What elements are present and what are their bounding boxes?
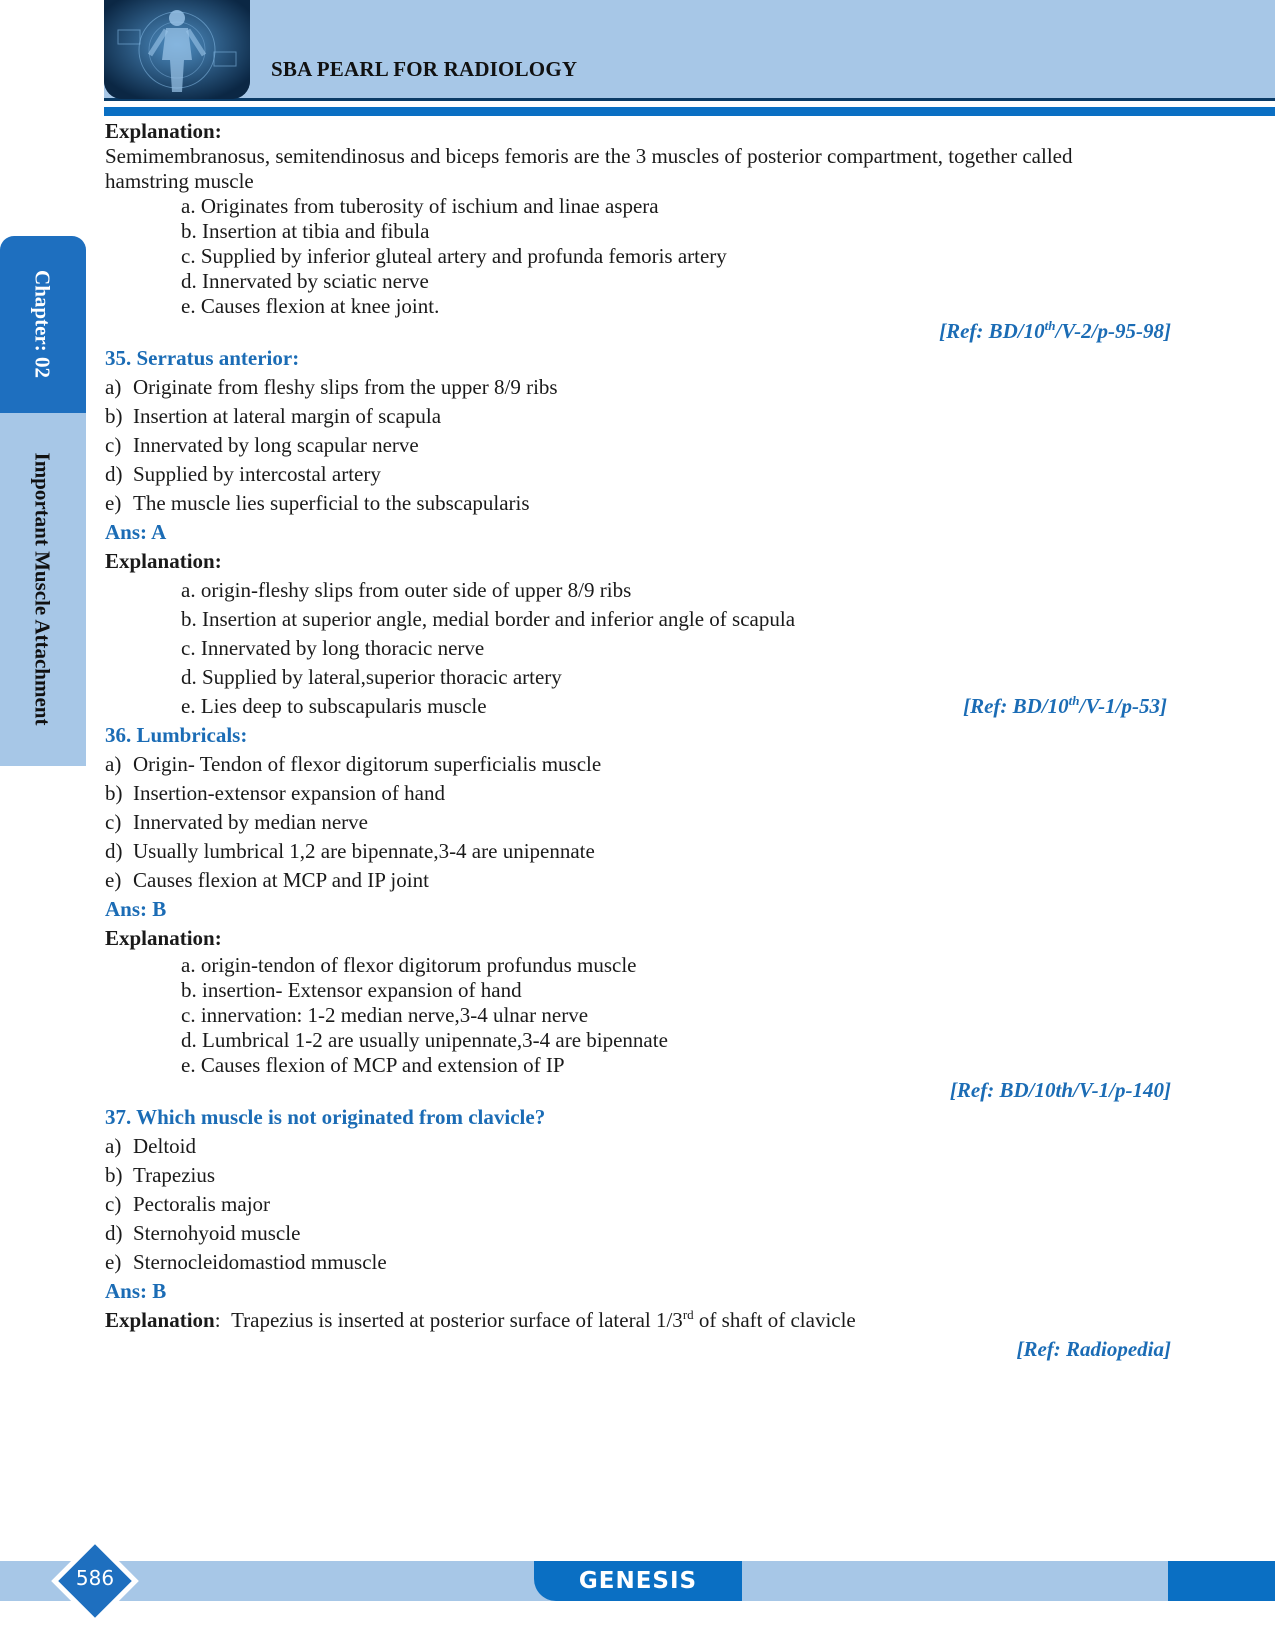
- page-number: 586: [75, 1566, 115, 1590]
- option-text: Deltoid: [133, 1134, 196, 1158]
- option-letter: c): [105, 1192, 122, 1216]
- reference-text: [Ref: BD/10: [939, 319, 1045, 343]
- question-option: [105, 402, 1175, 431]
- explanation-point: c. Supplied by inferior gluteal artery and profunda femoris artery: [181, 244, 727, 268]
- question-option: [105, 1219, 1175, 1248]
- reference: [Ref: BD/10th/V-1/p-140]: [949, 1078, 1171, 1102]
- option-letter: b): [105, 404, 123, 428]
- option-letter: d): [105, 839, 123, 863]
- explanation-point: e. Causes flexion of MCP and extension of IP: [181, 1053, 565, 1077]
- explanation-text: of shaft of clavicle: [693, 1308, 856, 1332]
- option-text: Origin- Tendon of flexor digitorum superficialis muscle: [133, 752, 602, 776]
- header-band: [104, 0, 1275, 98]
- option-letter: a): [105, 375, 122, 399]
- option-text: Originate from fleshy slips from the upper 8/9 ribs: [133, 375, 558, 399]
- chapter-side-tab: [0, 236, 86, 766]
- page-content: [105, 119, 1175, 1364]
- reference-text: /V-2/p-95-98]: [1055, 319, 1171, 343]
- anatomy-figure-icon: [104, 0, 250, 99]
- question-title: 36. Lumbricals:: [105, 723, 248, 747]
- question-option: [105, 1161, 1175, 1190]
- option-text: Sternocleidomastiod mmuscle: [133, 1250, 387, 1274]
- option-letter: a): [105, 1134, 122, 1158]
- option-text: Innervated by median nerve: [133, 810, 368, 834]
- reference-superscript: th: [1068, 693, 1080, 708]
- option-letter: c): [105, 433, 122, 457]
- option-letter: a): [105, 752, 122, 776]
- explanation-text: Trapezius is inserted at posterior surface of lateral 1/3: [231, 1308, 683, 1332]
- option-letter: c): [105, 810, 122, 834]
- option-letter: e): [105, 491, 122, 515]
- question-option: [105, 808, 1175, 837]
- explanation-point: b. Insertion at tibia and fibula: [181, 219, 430, 243]
- explanation-point: e. Causes flexion at knee joint.: [181, 294, 440, 318]
- question-option: [105, 1132, 1175, 1161]
- answer: Ans: A: [105, 520, 167, 544]
- question-option: [105, 837, 1175, 866]
- reference-text: [Ref: BD/10: [963, 694, 1069, 718]
- option-letter: e): [105, 1250, 122, 1274]
- option-text: Insertion-extensor expansion of hand: [133, 781, 445, 805]
- question-title: 37. Which muscle is not originated from clavicle?: [105, 1105, 546, 1129]
- explanation-point: d. Supplied by lateral,superior thoracic artery: [181, 665, 562, 689]
- reference-text: /V-1/p-53]: [1079, 694, 1167, 718]
- explanation-point: c. innervation: 1-2 median nerve,3-4 ulnar nerve: [181, 1003, 589, 1027]
- explanation-text: Semimembranosus, semitendinosus and biceps femoris are the 3 muscles of posterior compartment, together called: [105, 144, 1073, 168]
- explanation-superscript: rd: [682, 1307, 694, 1322]
- explanation-point: d. Innervated by sciatic nerve: [181, 269, 429, 293]
- option-text: Innervated by long scapular nerve: [133, 433, 419, 457]
- question-title: 35. Serratus anterior:: [105, 346, 300, 370]
- option-letter: d): [105, 1221, 123, 1245]
- explanation-text: hamstring muscle: [105, 169, 254, 193]
- book-title: SBA PEARL FOR RADIOLOGY: [271, 57, 578, 81]
- explanation-point: b. insertion- Extensor expansion of hand: [181, 978, 522, 1002]
- option-text: Usually lumbrical 1,2 are bipennate,3-4 are unipennate: [133, 839, 595, 863]
- chapter-label: Chapter: 02: [30, 270, 55, 378]
- option-text: Causes flexion at MCP and IP joint: [133, 868, 429, 892]
- explanation-point: e. Lies deep to subscapularis muscle: [181, 694, 487, 718]
- explanation-heading: Explanation:: [105, 549, 222, 573]
- question-option: [105, 866, 1175, 895]
- explanation-inline: [105, 1306, 1175, 1335]
- option-letter: b): [105, 1163, 123, 1187]
- explanation-point: c. Innervated by long thoracic nerve: [181, 636, 485, 660]
- option-letter: d): [105, 462, 123, 486]
- book-cover-thumbnail: [104, 0, 250, 99]
- question-option: [105, 750, 1175, 779]
- explanation-heading: Explanation: [105, 1308, 215, 1332]
- explanation-heading: Explanation:: [105, 119, 222, 143]
- question-option: [105, 373, 1175, 402]
- question-option: [105, 1190, 1175, 1219]
- explanation-point-row: [105, 692, 1175, 721]
- question-option: [105, 489, 1175, 518]
- reference: [105, 319, 1175, 344]
- chapter-topic-label: Important Muscle Attachment: [30, 452, 55, 726]
- reference-superscript: th: [1044, 318, 1056, 333]
- explanation-point: a. Originates from tuberosity of ischium and linae aspera: [181, 194, 659, 218]
- question-option: [105, 460, 1175, 489]
- explanation-point: d. Lumbrical 1-2 are usually unipennate,3-4 are bipennate: [181, 1028, 668, 1052]
- answer: Ans: B: [105, 897, 167, 921]
- option-text: Sternohyoid muscle: [133, 1221, 301, 1245]
- footer-accent: [1168, 1561, 1275, 1601]
- explanation-point: a. origin-tendon of flexor digitorum profundus muscle: [181, 953, 637, 977]
- reference: [963, 692, 1175, 721]
- option-letter: b): [105, 781, 123, 805]
- explanation-heading: Explanation:: [105, 926, 222, 950]
- option-text: Insertion at lateral margin of scapula: [133, 404, 442, 428]
- question-option: [105, 779, 1175, 808]
- header-divider: [104, 107, 1275, 116]
- explanation-point: b. Insertion at superior angle, medial border and inferior angle of scapula: [181, 607, 796, 631]
- option-text: Pectoralis major: [133, 1192, 271, 1216]
- answer: Ans: B: [105, 1279, 167, 1303]
- question-option: [105, 1248, 1175, 1277]
- option-letter: e): [105, 868, 122, 892]
- explanation-point: a. origin-fleshy slips from outer side of upper 8/9 ribs: [181, 578, 632, 602]
- reference: [Ref: Radiopedia]: [1016, 1337, 1171, 1361]
- option-text: The muscle lies superficial to the subscapularis: [133, 491, 530, 515]
- option-text: Supplied by intercostal artery: [133, 462, 381, 486]
- option-text: Trapezius: [133, 1163, 216, 1187]
- explanation-colon: :: [214, 1308, 221, 1332]
- publisher-logo: GENESIS: [578, 1568, 698, 1594]
- question-option: [105, 431, 1175, 460]
- header-divider-dark: [104, 98, 1275, 101]
